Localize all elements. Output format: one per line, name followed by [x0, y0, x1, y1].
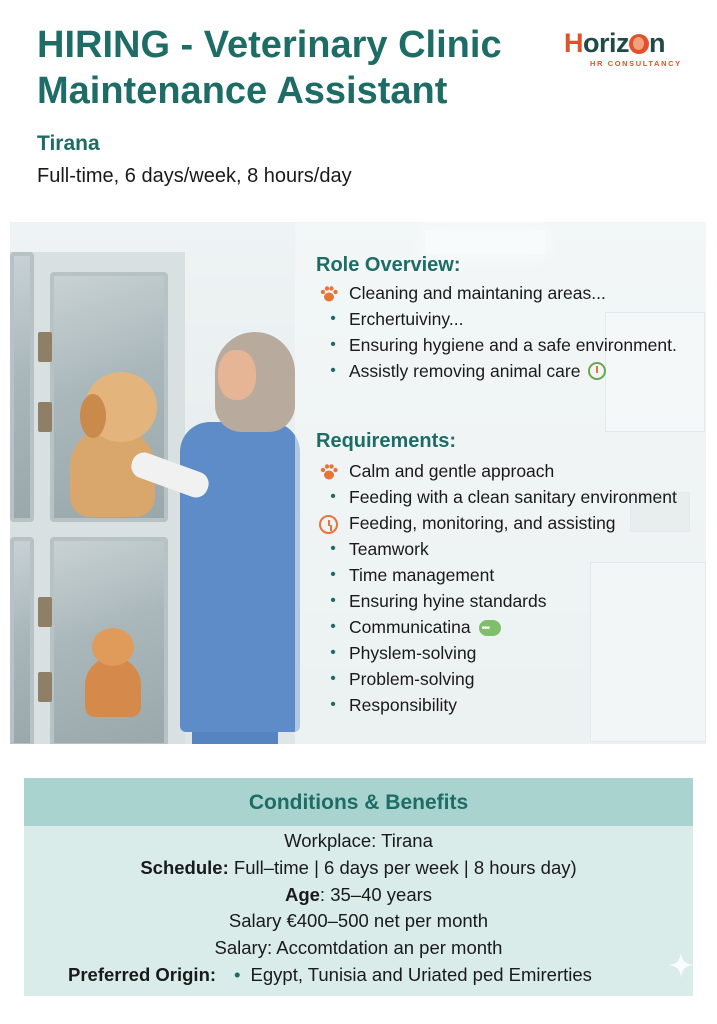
requirements-list [316, 458, 677, 718]
list-item: • Responsibility [316, 692, 677, 718]
puppy [55, 372, 165, 522]
bullet-icon: • [330, 488, 336, 505]
kennel-door-left-top [10, 252, 34, 522]
bullet-icon: • [330, 670, 336, 687]
bullet-icon: • [330, 592, 336, 609]
list-item: • Feeding with a clean sanitary environment [316, 484, 677, 510]
role-overview-heading: Role Overview: [316, 254, 461, 276]
company-logo [558, 28, 698, 72]
list-item: Calm and gentle approach [316, 458, 677, 484]
bullet-icon: • [330, 566, 336, 583]
title-line-2: Maintenance Assistant [37, 70, 448, 112]
bullet-icon: • [330, 310, 336, 327]
list-item: Cleaning and maintaning areas... [316, 280, 677, 306]
list-item: Feeding, monitoring, and assisting [316, 510, 677, 536]
role-overview-list [316, 280, 677, 384]
list-item: • Communicatina••• [316, 614, 677, 640]
logo-subtitle: HR CONSULTANCY [590, 59, 682, 68]
conditions-heading: Conditions & Benefits [24, 778, 693, 826]
list-item: • Erchertuiviny... [316, 306, 677, 332]
kennel-latch [38, 402, 52, 432]
salary-line: Salary €400–500 net per month [228, 910, 489, 931]
logo-wordmark: Horiz n [564, 28, 666, 58]
bullet-icon: • [234, 964, 241, 985]
kitten [80, 622, 150, 717]
title-line-1: HIRING - Veterinary Clinic [37, 24, 502, 66]
preferred-origin-line: Preferred Origin: • Egypt, Tunisia and Uriated ped Emirerties [68, 964, 592, 985]
list-item: • Ensuring hyine standards [316, 588, 677, 614]
page-title [37, 22, 557, 114]
clock-icon [319, 515, 338, 534]
kennel-latch [38, 597, 52, 627]
sparkle-icon [668, 952, 694, 978]
bullet-icon: • [330, 644, 336, 661]
kennel-door-left-bottom [10, 537, 34, 744]
accommodation-line: Salary: Accomtdation an per month [214, 937, 503, 958]
list-item: • Teamwork [316, 536, 677, 562]
list-item: • Assistly removing animal care [316, 358, 677, 384]
kennel-latch [38, 672, 52, 702]
bullet-icon: • [330, 362, 336, 379]
bullet-icon: • [330, 336, 336, 353]
bullet-icon: • [330, 540, 336, 557]
job-schedule: Full-time, 6 days/week, 8 hours/day [37, 165, 352, 187]
chat-icon [479, 620, 501, 636]
bullet-icon: • [330, 696, 336, 713]
bullet-icon: • [330, 618, 336, 635]
timer-icon [588, 362, 606, 380]
paw-icon [319, 285, 339, 303]
age-line: Age: 35–40 years [284, 884, 433, 905]
globe-icon [629, 34, 649, 54]
schedule-line: Schedule: Full–time | 6 days per week | 8 hours day) [140, 857, 577, 878]
conditions-panel [24, 778, 693, 996]
job-location: Tirana [37, 132, 100, 155]
list-item: • Physlem-solving [316, 640, 677, 666]
kennel-latch [38, 332, 52, 362]
requirements-heading: Requirements: [316, 430, 457, 452]
workplace-line: Workplace: Tirana [284, 830, 433, 851]
list-item: • Problem-solving [316, 666, 677, 692]
paw-icon [319, 463, 339, 481]
list-item: • Time management [316, 562, 677, 588]
list-item: • Ensuring hygiene and a safe environment. [316, 332, 677, 358]
